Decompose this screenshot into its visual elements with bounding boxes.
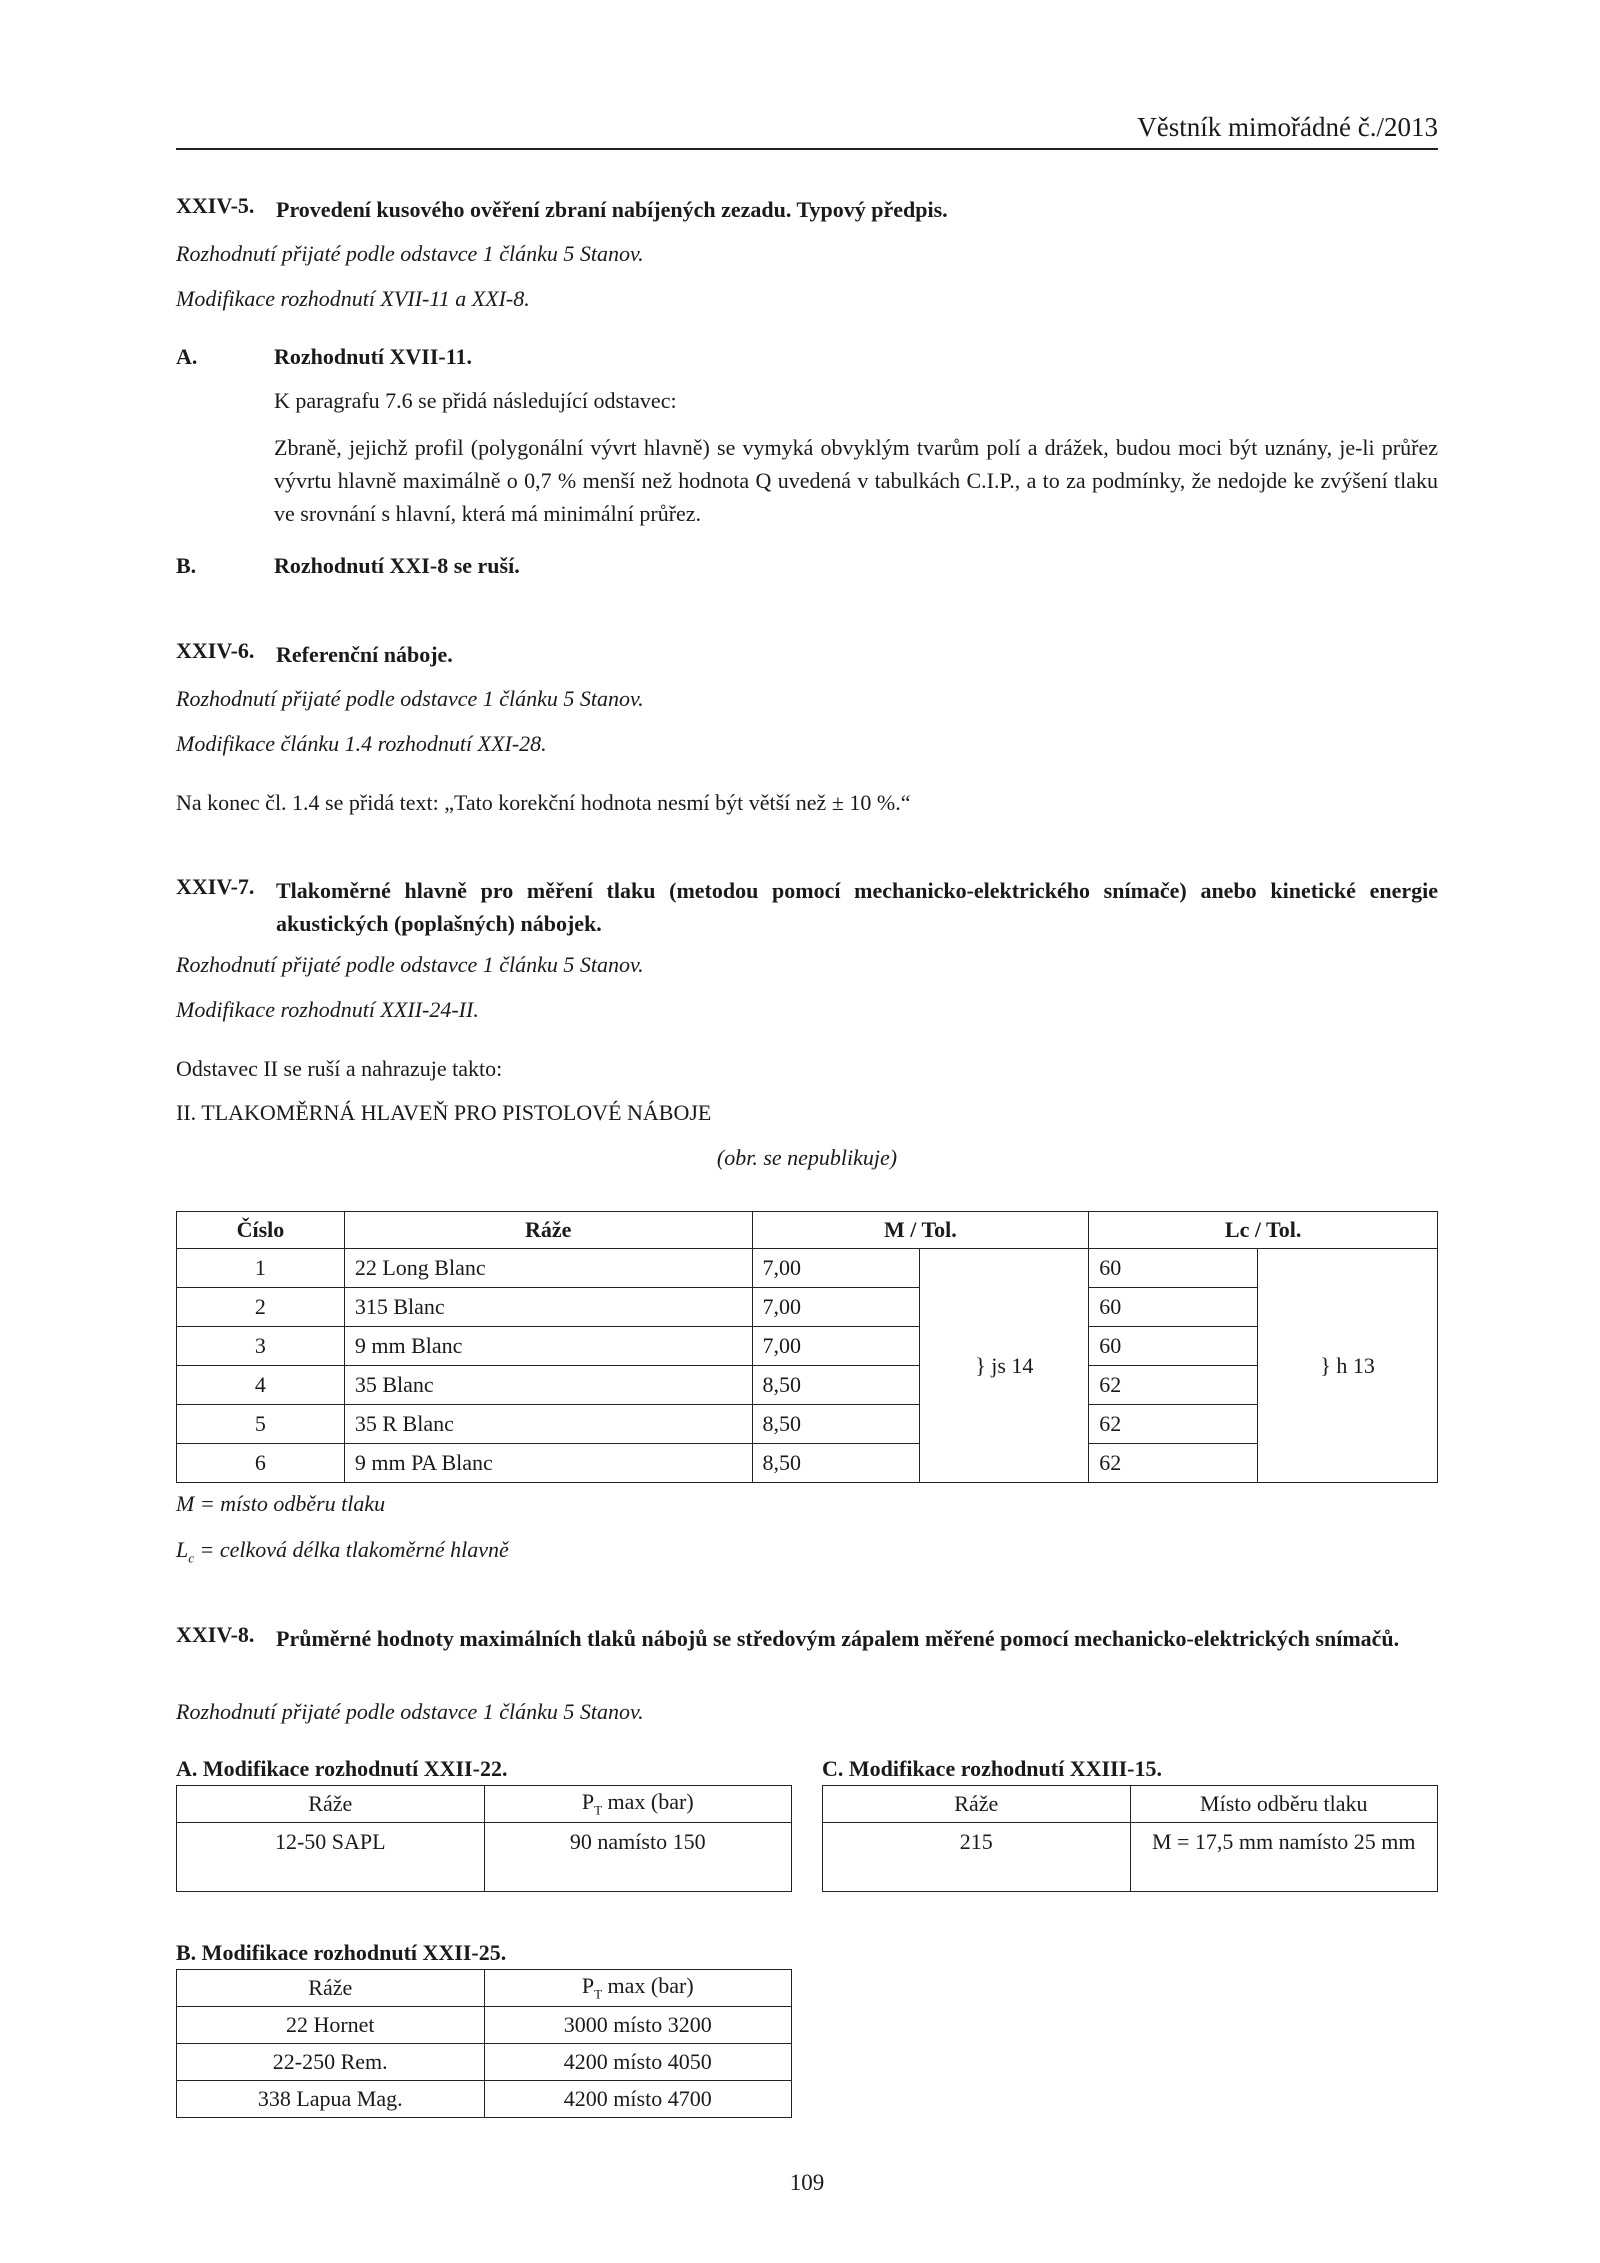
table-row — [177, 2007, 792, 2044]
section-number-xxiv-5: XXIV-5. — [176, 193, 255, 218]
section-title-xxiv-6: Referenční náboje. — [276, 642, 453, 667]
cell-caliber: 35 R Blanc — [344, 1405, 752, 1444]
cell-lc: 62 — [1089, 1366, 1258, 1405]
cell-pressure: 3000 místo 3200 — [484, 2007, 792, 2044]
cell-caliber: 22 Hornet — [177, 2007, 485, 2044]
section-number-xxiv-6: XXIV-6. — [176, 638, 255, 663]
table-row — [177, 1823, 792, 1892]
cell-number: 4 — [177, 1366, 345, 1405]
cell-m: 7,00 — [752, 1327, 920, 1366]
subsection-title-a: Rozhodnutí XVII-11. — [274, 344, 473, 369]
cell-caliber: 338 Lapua Mag. — [177, 2081, 485, 2118]
table-row — [177, 2044, 792, 2081]
table-header-row — [823, 1786, 1438, 1823]
table-b-modification — [176, 1969, 792, 2118]
section-number-xxiv-7: XXIV-7. — [176, 874, 255, 899]
table-row — [177, 1405, 1438, 1444]
cell-caliber: 315 Blanc — [344, 1288, 752, 1327]
cell-lc: 62 — [1089, 1444, 1258, 1483]
subsection-title-b: B. Modifikace rozhodnutí XXII-25. — [176, 1940, 507, 1965]
decision-note: Rozhodnutí přijaté podle odstavce 1 článku 5 Stanov. — [176, 241, 644, 266]
pressure-barrel-table — [176, 1211, 1438, 1483]
page-number: 109 — [789, 2170, 825, 2195]
cell-m-tolerance: } js 14 — [920, 1249, 1089, 1483]
figure-note: (obr. se nepublikuje) — [716, 1145, 898, 1170]
cell-number: 1 — [177, 1249, 345, 1288]
subsection-title-a: A. Modifikace rozhodnutí XXII-22. — [176, 1756, 508, 1781]
table-row — [177, 2081, 792, 2118]
section-title-xxiv-7: Tlakoměrné hlavně pro měření tlaku (metodou pomocí mechanicko-elektrického snímače) anebo kinetické energie akustických (poplašných) nábojek. — [276, 878, 1438, 936]
column-header-caliber: Ráže — [177, 1786, 485, 1823]
table-header-row — [177, 1786, 792, 1823]
cell-number: 5 — [177, 1405, 345, 1444]
decision-note: Rozhodnutí přijaté podle odstavce 1 článku 5 Stanov. — [176, 686, 644, 711]
cell-number: 3 — [177, 1327, 345, 1366]
cell-number: 6 — [177, 1444, 345, 1483]
cell-m: 8,50 — [752, 1444, 920, 1483]
subsection-title-b: Rozhodnutí XXI-8 se ruší. — [274, 553, 520, 578]
column-header-caliber: Ráže — [177, 1970, 485, 2007]
decision-note: Rozhodnutí přijaté podle odstavce 1 článku 5 Stanov. — [176, 1699, 644, 1724]
decision-note: Rozhodnutí přijaté podle odstavce 1 článku 5 Stanov. — [176, 952, 644, 977]
section-number-xxiv-8: XXIV-8. — [176, 1622, 255, 1647]
subsection-letter-b: B. — [176, 553, 197, 578]
subsection-body-a: Zbraně, jejichž profil (polygonální vývrt hlavně) se vymyká obvyklým tvarům polí a drážek, budou moci být uznány, je-li průřez vývrtu hlavně maximálně o 0,7 % menší než hodnota Q uvedená v tabulkách C.I.P., a to za podmínky, že nedojde ke zvýšení tlaku ve srovnání s hlavní, která má minimální průřez. — [274, 435, 1438, 526]
cell-caliber: 9 mm Blanc — [344, 1327, 752, 1366]
cell-caliber: 12-50 SAPL — [177, 1823, 485, 1892]
cell-lc: 62 — [1089, 1405, 1258, 1444]
cell-m: 7,00 — [752, 1249, 920, 1288]
subsection-letter-a: A. — [176, 344, 198, 369]
table-c-modification — [822, 1785, 1438, 1892]
table-row — [177, 1249, 1438, 1288]
section-title-xxiv-5: Provedení kusového ověření zbraní nabíjených zezadu. Typový předpis. — [276, 197, 948, 222]
section-body-xxiv-6: Na konec čl. 1.4 se přidá text: „Tato korekční hodnota nesmí být větší než ± 10 %.“ — [176, 790, 911, 815]
table-row — [177, 1444, 1438, 1483]
column-header-lc-tol: Lc / Tol. — [1089, 1212, 1438, 1249]
table-row — [177, 1288, 1438, 1327]
cell-m: 8,50 — [752, 1405, 920, 1444]
cell-caliber: 9 mm PA Blanc — [344, 1444, 752, 1483]
cell-number: 2 — [177, 1288, 345, 1327]
cell-caliber: 22-250 Rem. — [177, 2044, 485, 2081]
column-header-caliber: Ráže — [344, 1212, 752, 1249]
table-header-row — [177, 1970, 792, 2007]
modification-note: Modifikace rozhodnutí XVII-11 a XXI-8. — [176, 286, 530, 311]
cell-m: 7,00 — [752, 1288, 920, 1327]
column-header-measuring-point: Místo odběru tlaku — [1130, 1786, 1438, 1823]
cell-m: 8,50 — [752, 1366, 920, 1405]
table-a-modification — [176, 1785, 792, 1892]
table-header-row — [177, 1212, 1438, 1249]
section-body-xxiv-7: Odstavec II se ruší a nahrazuje takto: — [176, 1056, 503, 1081]
legend-m: M = místo odběru tlaku — [176, 1491, 386, 1516]
column-header-caliber: Ráže — [823, 1786, 1131, 1823]
table-row — [177, 1327, 1438, 1366]
column-header-m-tol: M / Tol. — [752, 1212, 1089, 1249]
modification-note: Modifikace rozhodnutí XXII-24-II. — [176, 997, 479, 1022]
legend-lc: $L_c$ = celková délka tlakoměrné hlavně — [176, 1537, 509, 1566]
cell-caliber: 22 Long Blanc — [344, 1249, 752, 1288]
subsection-intro-a: K paragrafu 7.6 se přidá následující odstavec: — [274, 388, 677, 413]
cell-pressure: 90 namísto 150 — [484, 1823, 792, 1892]
column-header-pressure: $P_T$ max (bar) — [484, 1970, 792, 2007]
table-row — [823, 1823, 1438, 1892]
modification-note: Modifikace článku 1.4 rozhodnutí XXI-28. — [176, 731, 547, 756]
cell-lc: 60 — [1089, 1288, 1258, 1327]
table-row — [177, 1366, 1438, 1405]
column-header-number: Číslo — [177, 1212, 345, 1249]
cell-caliber: 215 — [823, 1823, 1131, 1892]
cell-lc: 60 — [1089, 1327, 1258, 1366]
cell-measuring-point: M = 17,5 mm namísto 25 mm — [1130, 1823, 1438, 1892]
cell-lc: 60 — [1089, 1249, 1258, 1288]
section-title-xxiv-8: Průměrné hodnoty maximálních tlaků nábojů se středovým zápalem měřené pomocí mechanicko-elektrických snímačů. — [276, 1626, 1400, 1651]
subsection-title-c: C. Modifikace rozhodnutí XXIII-15. — [822, 1756, 1163, 1781]
cell-caliber: 35 Blanc — [344, 1366, 752, 1405]
subsection-heading-ii: II. TLAKOMĚRNÁ HLAVEŇ PRO PISTOLOVÉ NÁBOJE — [176, 1100, 712, 1125]
cell-pressure: 4200 místo 4700 — [484, 2081, 792, 2118]
cell-pressure: 4200 místo 4050 — [484, 2044, 792, 2081]
cell-lc-tolerance: } h 13 — [1258, 1249, 1438, 1483]
header-title: Věstník mimořádné č./2013 — [1137, 112, 1438, 142]
page-header — [176, 112, 1438, 150]
column-header-pressure: $P_T$ max (bar) — [484, 1786, 792, 1823]
